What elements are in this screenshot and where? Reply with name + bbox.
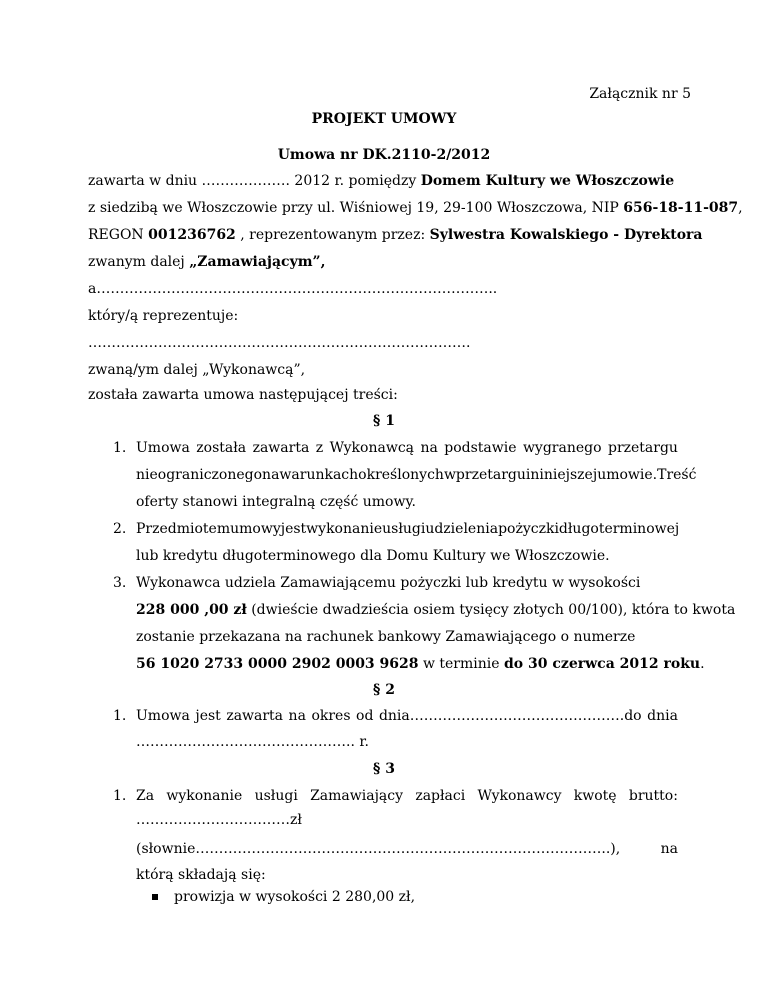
word: Przedmiotem [136, 521, 231, 537]
s1-item-2-line-1 [136, 520, 678, 538]
word: w [443, 467, 456, 483]
word: podstawie [444, 440, 517, 456]
s1-item-2-number: 2. [113, 521, 127, 537]
s1-item-3-line-2 [136, 601, 735, 619]
word: zawarta [226, 708, 284, 724]
word: zawarta [252, 440, 310, 456]
word: i [525, 467, 531, 483]
regon-label: REGON [88, 227, 149, 243]
word: przetargu [455, 467, 526, 483]
word: (słownie……………………………………………………………………………..), [136, 841, 621, 857]
period: . [700, 656, 705, 672]
s1-item-3-number: 3. [113, 575, 127, 591]
s1-item-3-line-4 [136, 655, 705, 673]
contract-concluded-text: została zawarta umowa następującej treści: [88, 387, 398, 403]
word: nieograniczonego [136, 467, 263, 483]
representative-name: Sylwestra Kowalskiego - Dyrektora [429, 227, 703, 243]
word: na [288, 708, 306, 724]
word: usługi [254, 788, 298, 804]
bank-account-number: 56 1020 2733 0000 2902 0003 9628 [136, 656, 419, 672]
commission-item: prowizja w wysokości 2 280,00 zł, [174, 889, 416, 905]
word: Umowa [136, 440, 190, 456]
s3-amount-in-words [136, 840, 678, 858]
word: Wykonawcą [329, 440, 414, 456]
word: na [660, 841, 678, 857]
s2-item-1-line-1 [136, 707, 678, 725]
section-3-heading: § 3 [373, 761, 395, 777]
word: dnia……………………………………….do [378, 708, 642, 724]
representative-blank: ………………………………………………………………………. [88, 335, 471, 351]
called-label: zwanym dalej [88, 254, 190, 270]
intro-date-text: zawarta w dniu ………………. 2012 r. pomiędzy [88, 173, 421, 189]
nip-number: 656-18-11-087 [623, 200, 739, 216]
document-title: PROJEKT UMOWY [311, 111, 457, 127]
s2-item-1-line-2: ……………………………………….. r. [136, 734, 369, 750]
s3-components-label: którą składają się: [136, 867, 266, 883]
loan-amount-words: (dwieście dwadzieścia osiem tysięcy złotych 00/100), która to kwota [246, 602, 736, 618]
ordering-party-term: „Zamawiającym”, [189, 254, 326, 270]
section-2-heading: § 2 [373, 682, 395, 698]
represented-by-label: który/ą reprezentuje: [88, 308, 239, 324]
word: jest [280, 521, 307, 537]
word: kwotę [573, 788, 617, 804]
s1-item-3-line-3: zostanie przekazana na rachunek bankowy Zamawiającego o numerze [136, 629, 636, 645]
word: udzielenia [425, 521, 499, 537]
representative-label: , reprezentowanym przez: [235, 227, 430, 243]
word: warunkach [279, 467, 359, 483]
party-1-name: Domem Kultury we Włoszczowie [420, 173, 675, 189]
word: wykonanie [166, 788, 243, 804]
s2-item-1-number: 1. [113, 708, 127, 724]
word: na [262, 467, 280, 483]
word: Umowa [136, 708, 190, 724]
section-1-heading: § 1 [373, 413, 395, 429]
contract-number: Umowa nr DK.2110-2/2012 [277, 147, 491, 163]
s3-item-1-number: 1. [113, 788, 127, 804]
word: niniejszej [530, 467, 598, 483]
contractor-term: zwaną/ym dalej „Wykonawcą”, [88, 362, 306, 378]
s1-item-1-number: 1. [113, 440, 127, 456]
loan-amount: 228 000 ,00 zł [136, 602, 247, 618]
s3-item-1-line-1 [136, 787, 678, 805]
word: z [315, 440, 324, 456]
word: usługi [382, 521, 426, 537]
s1-item-2-line-2: lub kredytu długoterminowego dla Domu Kultury we Włoszczowie. [136, 548, 610, 564]
address-text: z siedzibą we Włoszczowie przy ul. Wiśniowej 19, 29-100 Włoszczowa, NIP [88, 200, 624, 216]
word: na [420, 440, 438, 456]
word: Za [136, 788, 155, 804]
attachment-label: Załącznik nr 5 [589, 86, 691, 102]
word: wykonanie [306, 521, 383, 537]
word: została [196, 440, 247, 456]
s1-item-3-line-1: Wykonawca udziela Zamawiającemu pożyczki lub kredytu w wysokości [136, 575, 641, 591]
s1-item-1-line-2 [136, 466, 697, 484]
word: Wykonawcy [477, 788, 562, 804]
word: określonych [358, 467, 444, 483]
word: pożyczki [498, 521, 559, 537]
bullet-icon [152, 894, 158, 900]
s1-item-1-line-3: oferty stanowi integralną część umowy. [136, 494, 416, 510]
word: Zamawiający [310, 788, 404, 804]
word: Treść [657, 467, 697, 483]
word: umowie. [597, 467, 658, 483]
comma: , [738, 200, 743, 216]
contractor-blank: a………………………………………………………………………….. [88, 281, 498, 297]
word: wygranego [522, 440, 602, 456]
s1-item-1-line-1 [136, 439, 678, 457]
word: umowy [230, 521, 281, 537]
word: okres [311, 708, 351, 724]
deadline-label: w terminie [418, 656, 504, 672]
word: od [356, 708, 374, 724]
word: długoterminowej [558, 521, 680, 537]
word: zapłaci [415, 788, 466, 804]
s3-amount-blank: ……………………………zł [136, 812, 302, 828]
intro-line-4 [88, 253, 325, 271]
word: jest [195, 708, 221, 724]
intro-line-3 [88, 226, 702, 244]
regon-number: 001236762 [148, 227, 236, 243]
intro-line-1 [88, 172, 674, 190]
intro-line-2 [88, 199, 743, 217]
word: dnia [647, 708, 678, 724]
word: brutto: [628, 788, 678, 804]
word: przetargu [607, 440, 678, 456]
deadline-date: do 30 czerwca 2012 roku [504, 656, 701, 672]
